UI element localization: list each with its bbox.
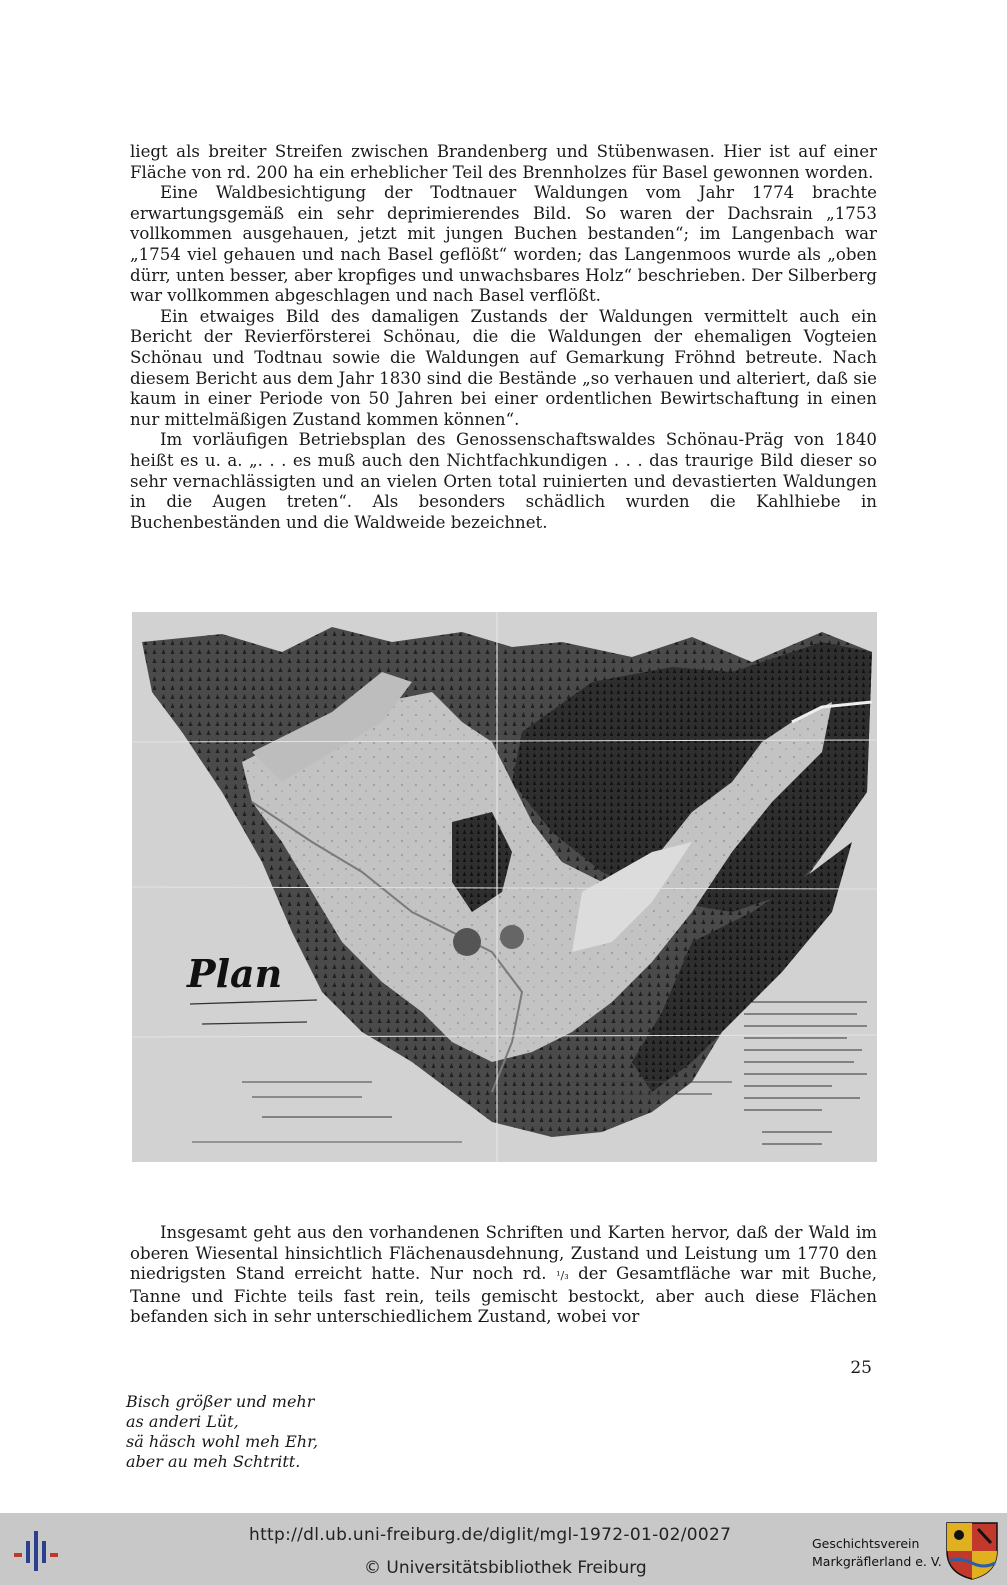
library-logo-icon xyxy=(12,1529,62,1573)
coat-of-arms-icon xyxy=(945,1521,999,1581)
verse-line: aber au meh Schtritt. xyxy=(126,1452,301,1471)
society-name-line: Markgräflerland e. V. xyxy=(812,1554,942,1569)
article-text-top xyxy=(130,142,877,533)
page-number: 25 xyxy=(850,1358,872,1378)
article-text-bottom xyxy=(130,1223,877,1328)
paragraph xyxy=(130,1223,877,1328)
forest-map-image xyxy=(132,612,877,1162)
historic-forest-map-figure xyxy=(132,612,877,1162)
paragraph: Im vorläufigen Betriebsplan des Genossenschaftswaldes Schönau-Präg von 1840 heißt es u. a. „. . . es muß auch den Nichtfachkundigen . . . das traurige Bild dieser so sehr vernachlässigten und an vielen Orten total ruinierten und devastierten Waldungen in die Augen treten“. Als besonders schädlich wurden die Kahlhiebe in Buchenbeständen und die Waldweide bezeichnet. xyxy=(130,430,877,532)
society-name-line: Geschichtsverein xyxy=(812,1536,920,1551)
paragraph-text: Insgesamt geht aus den vorhandenen Schriften und Karten hervor, daß der Wald im oberen Wiesental hinsichtlich Flächenausdehnung, Zustand und Leistung um 1770 den niedrigsten Stand erreicht hatte. Nur noch rd. xyxy=(130,1223,877,1284)
paragraph-text: der Gesamtfläche war mit Buche, Tanne und Fichte teils fast rein, teils gemischt bestockt, aber auch diese Flächen befanden sich in sehr unterschiedlichem Zustand, wobei vor xyxy=(130,1264,878,1327)
dialect-verse xyxy=(126,1392,318,1472)
document-url-link[interactable]: http://dl.ub.uni-freiburg.de/diglit/mgl-1972-01-02/0027 xyxy=(249,1525,732,1545)
paragraph: Ein etwaiges Bild des damaligen Zustands der Waldungen vermittelt auch ein Bericht der Revierförsterei Schönau, die die Waldungen der ehemaligen Vogteien Schönau und Todtnau sowie die Waldungen auf Gemarkung Fröhnd betreute. Nach diesem Bericht aus dem Jahr 1830 sind die Bestände „so verhauen und alteriert, daß sie kaum in einer Periode von 50 Jahren bei einer ordentlichen Bewirtschaftung in einen nur mittelmäßigen Zustand kommen können“. xyxy=(130,306,877,429)
paragraph: liegt als breiter Streifen zwischen Brandenberg und Stübenwasen. Hier ist auf einer Fläche von rd. 200 ha ein erheblicher Teil des Brennholzes für Basel gewonnen worden. xyxy=(130,142,877,182)
map-title: Plan xyxy=(187,951,283,996)
digitization-footer xyxy=(0,1513,1007,1585)
verse-line: sä häsch wohl meh Ehr, xyxy=(126,1432,319,1451)
copyright-notice: © Universitätsbibliothek Freiburg xyxy=(364,1558,647,1578)
verse-line: as anderi Lüt, xyxy=(126,1412,239,1431)
verse-line: Bisch größer und mehr xyxy=(126,1392,315,1411)
fraction: ¹/₃ xyxy=(556,1269,569,1283)
society-name xyxy=(812,1535,942,1571)
paragraph: Eine Waldbesichtigung der Todtnauer Waldungen vom Jahr 1774 brachte erwartungsgemäß ein sehr deprimierendes Bild. So waren der Dachsrain „1753 vollkommen ausgehauen, jetzt mit jungen Buchen bestanden“; im Langenbach war „1754 viel gehauen und nach Basel geflößt“ worden; das Langenmoos wurde als „oben dürr, unten besser, aber kropfiges und unwachsbares Holz“ beschrieben. Der Silberberg war vollkommen abgeschlagen und nach Basel verflößt. xyxy=(130,183,877,306)
